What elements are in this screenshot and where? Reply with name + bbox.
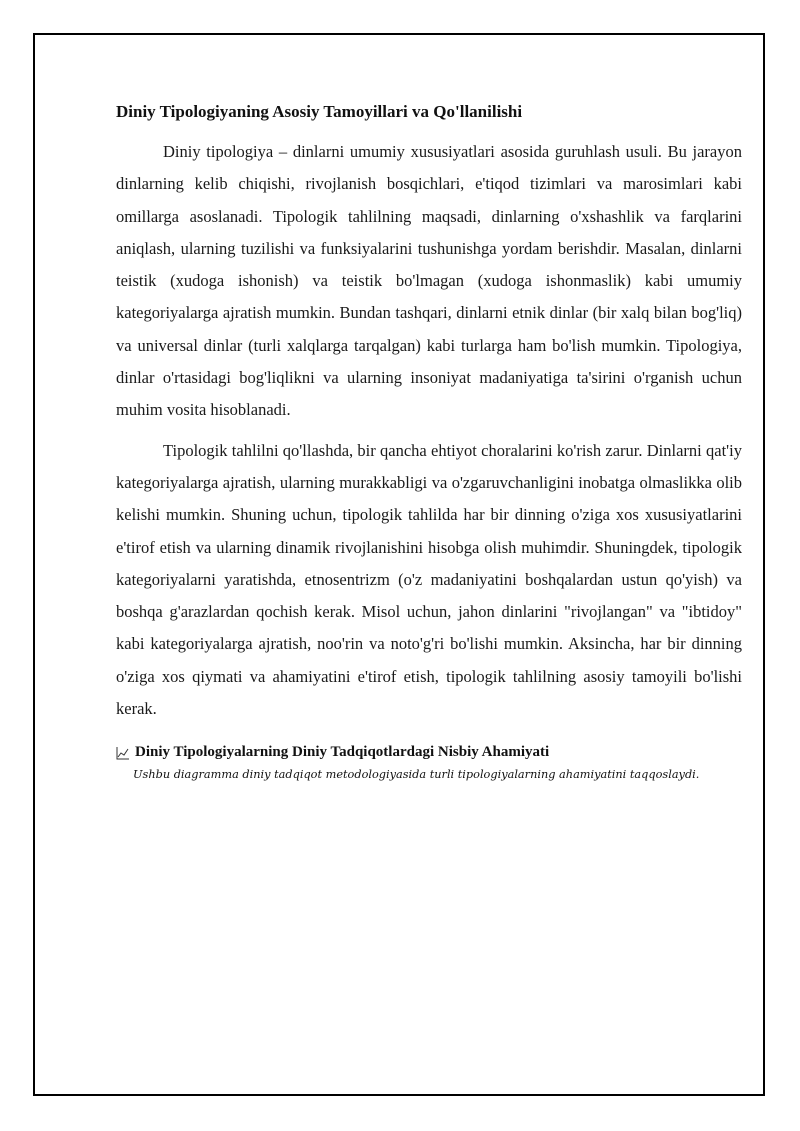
chart-line-icon bbox=[116, 745, 130, 759]
chart-caption-title: Diniy Tipologiyalarning Diniy Tadqiqotlardagi Nisbiy Ahamiyati bbox=[135, 744, 550, 761]
chart-caption-note: Ushbu diagramma diniy tadqiqot metodologiyasida turli tipologiyalarning ahamiyatini taqqoslaydi. bbox=[133, 768, 700, 782]
document-heading: Diniy Tipologiyaning Asosiy Tamoyillari va Qo'llanilishi bbox=[116, 102, 523, 121]
paragraph-typology-cautions: Tipologik tahlilni qo'llashda, bir qancha ehtiyot choralarini ko'rish zarur. Dinlarni qat'iy kategoriyalarga ajratish, ularning murakkabligi va o'zgaruvchanligini inobatga olmaslikka olib kelishi mumkin. Shuning uchun, tipologik tahlilda har bir dinning o'ziga xos xususiyatlarini e'tirof etish va ularning dinamik rivojlanishini hisobga olish muhimdir. Shuningdek, tipologik kategoriyalarni yaratishda, etnosentrizm (o'z madaniyatini boshqalardan ustun qo'yish) va boshqa g'arazlardan qochish kerak. Misol uchun, jahon dinlarini "rivojlangan" va "ibtidoy" kabi kategoriyalarga ajratish, noo'rin va noto'g'ri bo'lishi mumkin. Aksincha, har bir dinning o'ziga xos qiymati va ahamiyatini e'tirof etish, tipologik tahlilning asosiy tamoyili bo'lishi kerak. bbox=[116, 440, 742, 719]
document-body bbox=[116, 100, 742, 783]
chart-caption bbox=[116, 741, 742, 763]
paragraph-typology-definition: Diniy tipologiya – dinlarni umumiy xususiyatlari asosida guruhlash usuli. Bu jarayon dinlarning kelib chiqishi, rivojlanish bosqichlari, e'tiqod tizimlari va marosimlari kabi omillarga asoslanadi. Tipologik tahlilning maqsadi, dinlarning o'xshashlik va farqlarini aniqlash, ularning tuzilishi va funksiyalarini tushunishga yordam berishdir. Masalan, dinlarni teistik (xudoga ishonish) va teistik bo'lmagan (xudoga ishonmaslik) kabi umumiy kategoriyalarga ajratish mumkin. Bundan tashqari, dinlarni etnik dinlar (bir xalq bilan bog'liq) va universal dinlar (turli xalqlarga tarqalgan) kabi turlarga ham bo'lish mumkin. Tipologiya, dinlar o'rtasidagi bog'liqlikni va ularning insoniyat madaniyatiga ta'sirini o'rganish uchun muhim vosita hisoblanadi. bbox=[116, 142, 742, 420]
